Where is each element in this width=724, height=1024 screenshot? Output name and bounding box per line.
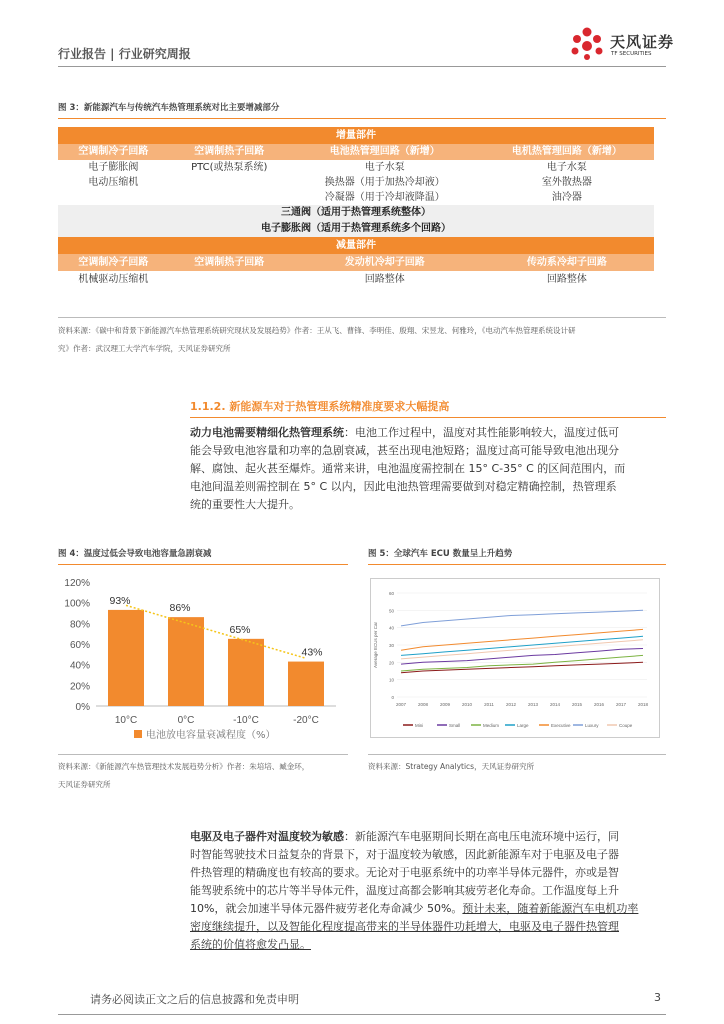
data-label: 86% bbox=[169, 602, 191, 615]
bar bbox=[168, 617, 204, 706]
legend-label: Large bbox=[517, 723, 529, 728]
legend-label: Luxury bbox=[585, 723, 599, 728]
series-line-executive bbox=[401, 629, 643, 650]
para-underlined: 系统的价值将愈发凸显。 bbox=[190, 938, 311, 951]
y-tick-label: 0 bbox=[391, 695, 394, 700]
fig3-source-line: 资料来源：《碳中和背景下新能源汽车热管理系统研究现状及发展趋势》作者：王从飞、曹锋、李明佳、殷翔、宋昱龙、何雅玲，《电动汽车热管理系统设计研 bbox=[58, 326, 576, 335]
y-tick-label: 0% bbox=[75, 702, 90, 713]
para-line: 时智能驾驶技术日益复杂的背景下，对于温度较为敏感，因此新能源车对于电驱及电子器 bbox=[190, 848, 619, 861]
fig4-bar-chart bbox=[58, 570, 350, 750]
fig4-source-line: 天风证券研究所 bbox=[58, 780, 111, 789]
table-cell bbox=[169, 271, 290, 289]
y-tick-label: 80% bbox=[69, 619, 90, 631]
fig5-source: 资料来源：Strategy Analytics，天风证券研究所 bbox=[368, 762, 535, 771]
add-band: 增量部件 bbox=[336, 130, 376, 141]
bottom-paragraph bbox=[190, 828, 670, 954]
reduce-band: 减量部件 bbox=[336, 240, 376, 251]
table-row bbox=[58, 271, 654, 289]
bar bbox=[108, 610, 144, 706]
data-label: 43% bbox=[301, 646, 323, 659]
fig3-top-rule bbox=[58, 118, 666, 119]
add-col-3: 电池热管理回路（新增） bbox=[329, 146, 440, 157]
section-paragraph bbox=[190, 424, 670, 514]
series-line-mini bbox=[401, 662, 643, 672]
expansion-valve-row: 电子膨胀阀（适用于热管理系统多个回路） bbox=[261, 223, 451, 234]
x-tick-label: 0°C bbox=[177, 715, 195, 726]
y-tick-label: 100% bbox=[64, 598, 90, 610]
three-way-valve-row: 三通阀（适用于热管理系统整体） bbox=[281, 207, 431, 218]
add-col-1: 空调制冷子回路 bbox=[78, 146, 149, 157]
x-tick-label: -20°C bbox=[293, 715, 319, 726]
section-title: 1.1.2. 新能源车对于热管理系统精准度要求大幅提高 bbox=[190, 400, 450, 413]
para-text: ：电池工作过程中，温度对其性能影响较大，温度过低可 bbox=[344, 426, 619, 439]
legend-label: Small bbox=[449, 723, 461, 728]
fig5-top-rule bbox=[368, 564, 666, 565]
footer-disclaimer: 请务必阅读正文之后的信息披露和免责申明 bbox=[90, 993, 299, 1006]
para-line: 件热管理的精确度也有较高的要求。无论对于电驱系统中的功率半导体元器件，亦或是智 bbox=[190, 866, 619, 879]
fig3-source-line: 究》作者：武汉理工大学汽车学院，天风证券研究所 bbox=[58, 344, 231, 353]
reduce-col-3: 发动机冷却子回路 bbox=[344, 256, 425, 268]
fig4-bottom-rule bbox=[58, 754, 348, 755]
add-col-2: 空调制热子回路 bbox=[194, 146, 265, 157]
para-underlined: 预计未来，随着新能源汽车电机功率 bbox=[462, 902, 639, 915]
table-cell: 电子膨胀阀 bbox=[88, 161, 139, 173]
legend-label: Medium bbox=[483, 723, 500, 728]
legend-label: Coupe bbox=[619, 723, 633, 728]
x-tick-label: 2014 bbox=[549, 702, 561, 707]
y-tick-label: 20 bbox=[388, 660, 394, 666]
table-cell: PTC(或热泵系统) bbox=[191, 161, 268, 173]
x-tick-label: -10°C bbox=[233, 715, 259, 726]
table-row bbox=[58, 190, 654, 205]
x-tick-label: 2015 bbox=[571, 702, 583, 707]
reduce-col-4: 传动系冷却子回路 bbox=[526, 256, 607, 268]
para-text: ：新能源汽车电驱期间长期在高电压电流环境中运行，同 bbox=[344, 830, 619, 843]
y-tick-label: 20% bbox=[69, 681, 90, 693]
y-tick-label: 40% bbox=[69, 660, 90, 672]
reduce-col-1: 空调制冷子回路 bbox=[78, 257, 149, 268]
data-label: 65% bbox=[229, 623, 251, 636]
legend-label: Mini bbox=[415, 723, 424, 728]
x-tick-label: 10°C bbox=[114, 715, 138, 726]
fig4-source bbox=[58, 758, 358, 794]
x-tick-label: 2007 bbox=[395, 702, 407, 707]
logo-cn: 天风证券 bbox=[610, 33, 675, 51]
table-cell: 电子水泵 bbox=[546, 161, 587, 173]
table-cell: 回路整体 bbox=[364, 274, 405, 285]
fig4-source-line: 资料来源：《新能源汽车热管理技术发展趋势分析》作者：朱培培、臧金环， bbox=[58, 762, 310, 771]
para-line: 能驾驶系统中的芯片等半导体元件，温度过高都会影响其疲劳老化寿命。工作温度每上升 bbox=[190, 884, 619, 897]
para-line: 解、腐蚀、起火甚至爆炸。通常来讲，电池温度需控制在 15° C-35° C 的区间范围内，而 bbox=[190, 462, 626, 475]
x-tick-label: 2017 bbox=[615, 702, 627, 707]
y-tick-label: 60 bbox=[388, 591, 394, 596]
trendline bbox=[126, 605, 306, 658]
x-tick-label: 2008 bbox=[417, 702, 429, 707]
legend-label: 电池放电容量衰减程度（%） bbox=[146, 730, 276, 741]
table-cell bbox=[169, 175, 290, 190]
logo-en: TF SECURITIES bbox=[611, 51, 652, 57]
fig4-title: 图 4：温度过低会导致电池容量急剧衰减 bbox=[58, 549, 212, 559]
fig3-bottom-rule bbox=[58, 317, 666, 318]
header-divider bbox=[58, 66, 666, 67]
table-cell: 回路整体 bbox=[546, 274, 587, 285]
data-label: 93% bbox=[109, 594, 131, 607]
y-tick-label: 120% bbox=[64, 578, 90, 589]
y-tick-label: 30 bbox=[388, 643, 394, 648]
fig3-title: 图 3：新能源汽车与传统汽车热管理系统对比主要增减部分 bbox=[58, 103, 280, 113]
table-cell bbox=[169, 190, 290, 205]
fig3-table bbox=[58, 127, 654, 289]
x-tick-label: 2010 bbox=[461, 702, 473, 707]
para-line: 10%，就会加速半导体元器件疲劳老化寿命减少 50%。 bbox=[190, 902, 463, 915]
table-cell: 冷凝器（用于冷却液降温） bbox=[324, 191, 445, 203]
x-tick-label: 2012 bbox=[505, 702, 517, 707]
x-tick-label: 2016 bbox=[593, 702, 605, 707]
x-tick-label: 2009 bbox=[439, 702, 451, 707]
table-row bbox=[58, 160, 654, 175]
y-axis-label: Average ECUs per Car bbox=[373, 622, 378, 668]
tf-logo-icon bbox=[567, 24, 607, 64]
para-underlined: 密度继续提升，以及智能化程度提高带来的半导体器件功耗增大，电驱及电子器件热管理 bbox=[190, 920, 619, 933]
legend-swatch bbox=[134, 730, 142, 738]
reduce-col-2: 空调制热子回路 bbox=[194, 256, 265, 268]
fig5-title: 图 5：全球汽车 ECU 数量呈上升趋势 bbox=[368, 549, 513, 559]
para-lead: 动力电池需要精细化热管理系统 bbox=[190, 426, 344, 439]
para-lead: 电驱及电子器件对温度较为敏感 bbox=[190, 830, 344, 843]
table-cell: 油冷器 bbox=[551, 191, 582, 203]
para-line: 统的重要性大大提升。 bbox=[190, 498, 300, 511]
table-row bbox=[58, 175, 654, 190]
footer-divider bbox=[58, 1014, 666, 1015]
table-cell: 室外散热器 bbox=[541, 176, 592, 188]
series-line-medium bbox=[401, 655, 643, 671]
table-cell: 换热器（用于加热冷却液） bbox=[324, 176, 445, 188]
y-tick-label: 60% bbox=[69, 640, 90, 651]
table-cell: 电子水泵 bbox=[364, 161, 405, 173]
fig3-source bbox=[58, 322, 668, 358]
fig4-top-rule bbox=[58, 564, 348, 565]
fig5-line-chart bbox=[371, 579, 659, 737]
y-tick-label: 50 bbox=[388, 608, 394, 614]
bar bbox=[288, 662, 324, 706]
fig5-bottom-rule bbox=[368, 754, 666, 755]
y-tick-label: 10 bbox=[388, 677, 394, 683]
legend-label: Executive bbox=[551, 723, 571, 728]
report-header: 行业报告 | 行业研究周报 bbox=[58, 47, 191, 61]
table-cell: 机械驱动压缩机 bbox=[78, 274, 149, 285]
y-tick-label: 40 bbox=[388, 625, 394, 631]
section-title-rule bbox=[190, 417, 666, 418]
x-tick-label: 2011 bbox=[484, 702, 494, 707]
x-tick-label: 2013 bbox=[527, 702, 539, 707]
table-cell bbox=[58, 190, 169, 205]
para-line: 电池间温差则需控制在 5° C 以内，因此电池热管理需要做到对稳定精确控制，热管理系 bbox=[190, 480, 617, 493]
series-line-luxury bbox=[401, 610, 643, 626]
bar bbox=[228, 639, 264, 706]
para-line: 能会导致电池容量和功率的急剧衰减，甚至出现电池短路；温度过高可能导致电池出现分 bbox=[190, 444, 619, 457]
x-tick-label: 2018 bbox=[637, 702, 649, 707]
page-number: 3 bbox=[654, 991, 661, 1004]
add-col-4: 电机热管理回路（新增） bbox=[511, 146, 622, 157]
table-cell: 电动压缩机 bbox=[88, 176, 139, 188]
